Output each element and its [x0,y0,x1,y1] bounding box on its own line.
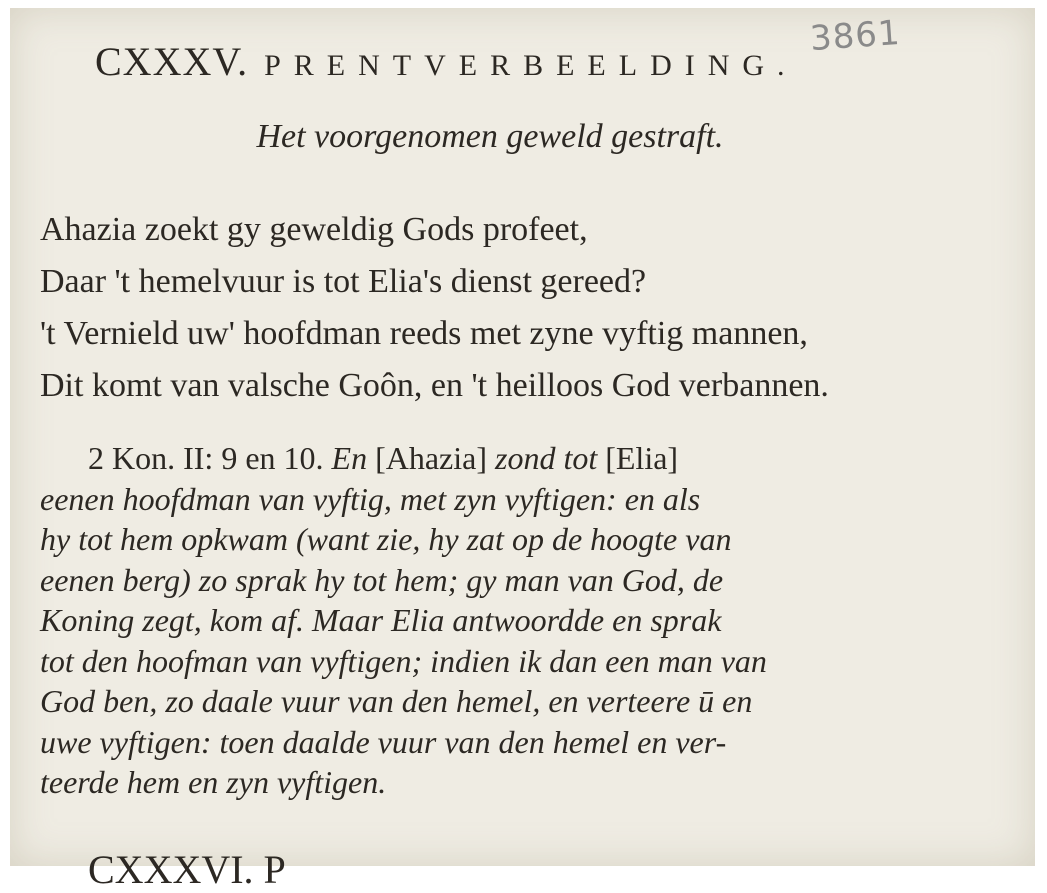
scripture-line: uwe vyftigen: toen daalde vuur van den hemel en ver- [40,723,727,760]
heading-word: PRENTVERBEELDING. [264,49,798,82]
scripture-text: zond tot [494,440,598,476]
verse-line: 't Vernield uw' hoofdman reeds met zyne vyftig mannen, [40,315,808,352]
scripture-line [40,438,1000,479]
catalog-number: 3861 [808,12,902,60]
scripture-passage [40,438,1000,803]
scripture-line: tot den hoofman van vyftigen; indien ik dan een man van [40,642,767,679]
scripture-line: eenen berg) zo sprak hy tot hem; gy man van God, de [40,561,724,598]
scripture-line: eenen hoofdman van vyftig, met zyn vyftigen: en als [40,480,701,517]
document-page [10,8,1035,892]
plate-heading [95,38,798,85]
scripture-bracket-name: [Elia] [605,440,679,476]
verse-line: Ahazia zoekt gy geweldig Gods profeet, [40,211,588,248]
scripture-line: hy tot hem opkwam (want zie, hy zat op de hoogte van [40,521,732,557]
verse-line: Dit komt van valsche Goôn, en 't heilloos God verbannen. [40,367,829,404]
scripture-line: God ben, zo daale vuur van den hemel, en verteere ū en [40,683,753,719]
scripture-reference: 2 Kon. II: 9 en 10. [88,440,324,476]
plate-subtitle: Het voorgenomen geweld gestraft. [256,118,724,155]
scripture-text: En [331,440,368,476]
verse-block [40,204,829,412]
heading-numeral: CXXXV. [95,39,249,84]
scripture-line: teerde hem en zyn vyftigen. [40,764,387,800]
scripture-bracket-name: [Ahazia] [375,440,487,476]
next-plate-heading-partial: CXXXVI. P [88,847,286,892]
scripture-line: Koning zegt, kom af. Maar Elia antwoordde en sprak [40,602,722,638]
verse-line: Daar 't hemelvuur is tot Elia's dienst gereed? [40,263,647,300]
